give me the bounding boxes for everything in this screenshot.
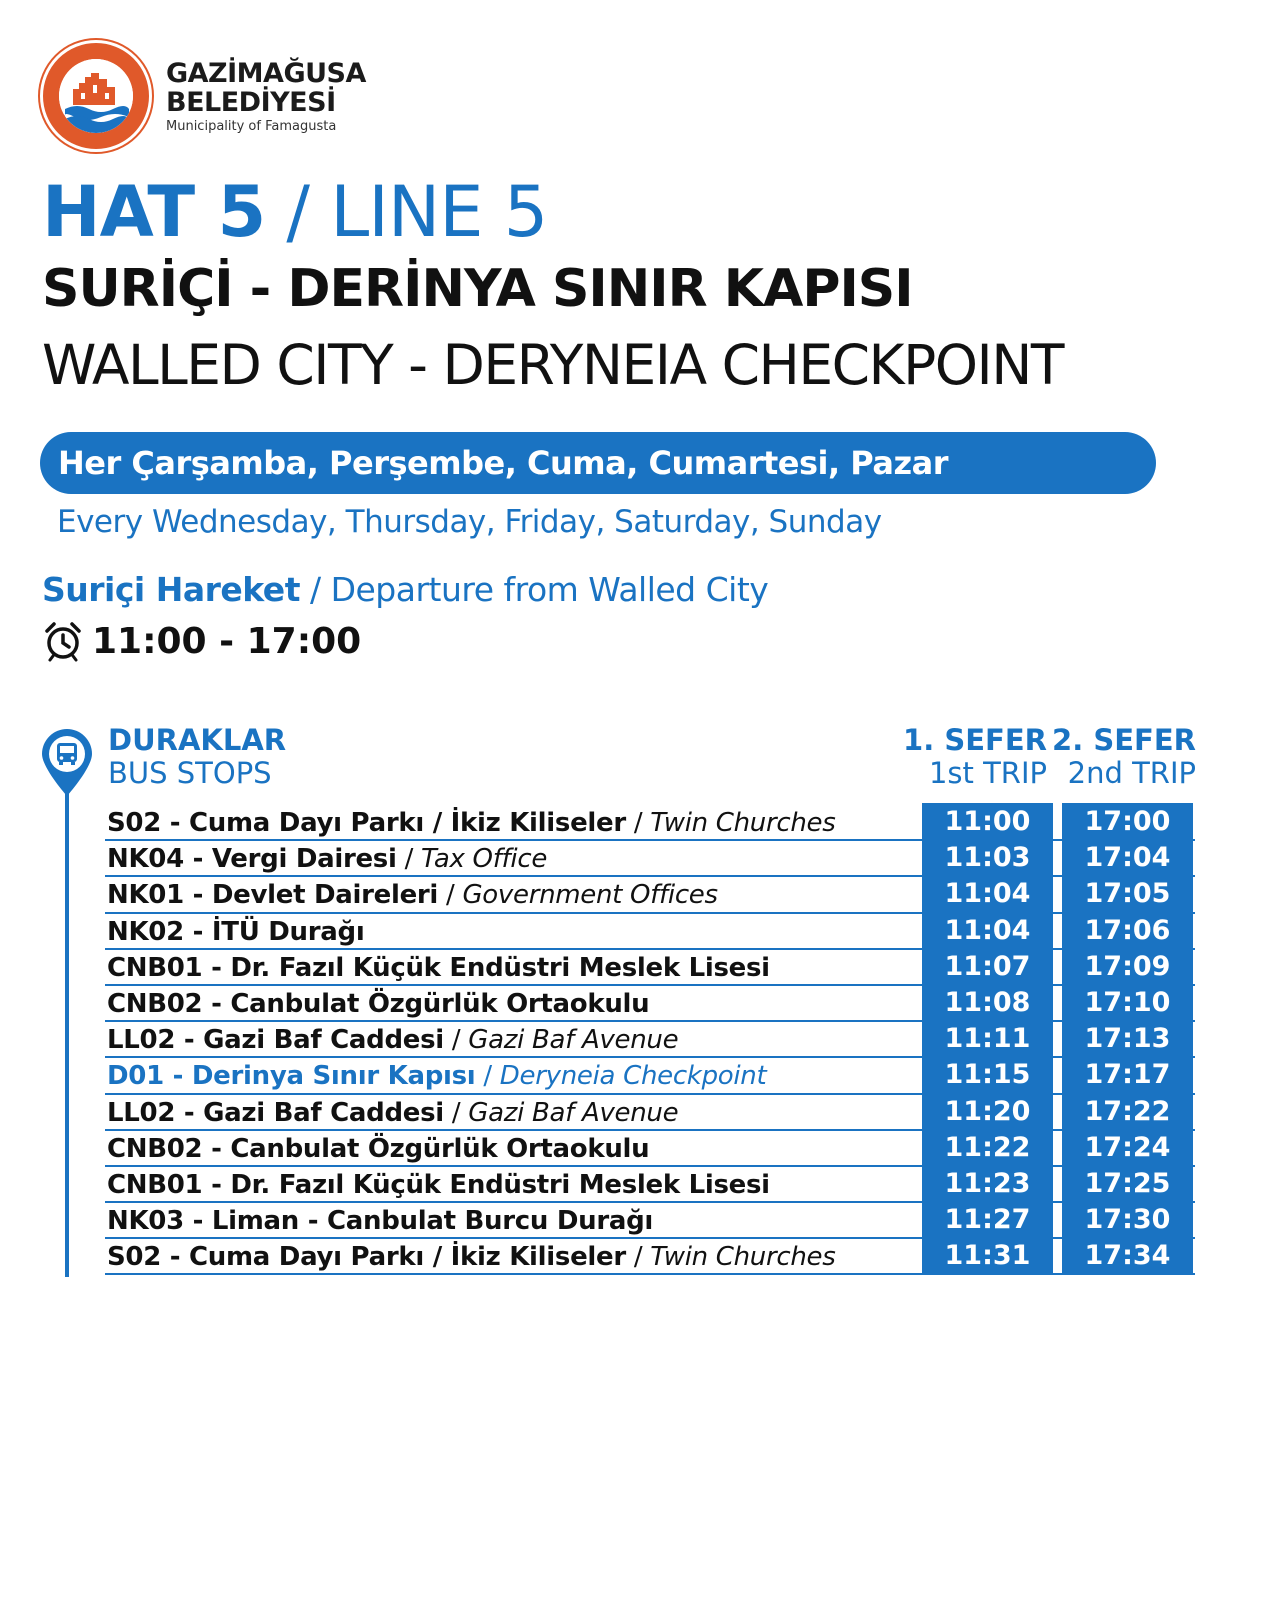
trip1-time: 11:23 [922,1165,1053,1203]
stop-name-en: Tax Office [421,844,548,875]
stop-name: NK04 - Vergi Dairesi [107,844,397,875]
trip2-time: 17:06 [1062,912,1193,950]
trip1-time: 11:04 [922,912,1053,950]
trip2-time: 17:24 [1062,1129,1193,1167]
stop-name-en: Twin Churches [650,1242,836,1273]
days-tr: Her Çarşamba, Perşembe, Cuma, Cumartesi, Pazar [58,444,948,482]
trip1-time: 11:07 [922,948,1053,986]
line-title-tr: HAT 5 [42,171,266,253]
stop-sep: / [625,1242,651,1273]
table-row [105,1167,1195,1203]
org-name-line2: BELEDİYESİ [166,86,336,118]
stop-sep: / [443,1097,469,1128]
stop-sep: / [475,1061,500,1092]
trip1-time: 11:20 [922,1093,1053,1131]
table-row [105,950,1195,986]
stop-name: CNB02 - Canbulat Özgürlük Ortaokulu [107,988,650,1019]
route-timeline [65,790,69,1277]
stop-name: LL02 - Gazi Baf Caddesi [107,1025,444,1056]
trip2-header-en: 2nd TRIP [1067,756,1196,790]
trip2-time: 17:25 [1062,1165,1193,1203]
trip1-time: 11:27 [922,1201,1053,1239]
trip2-time: 17:10 [1062,984,1193,1022]
trip2-header [1052,724,1196,790]
stop-name-en: Twin Churches [650,808,836,838]
org-name-line1: GAZİMAĞUSA [166,57,366,89]
table-row-highlighted [105,1058,1195,1094]
table-row [105,1022,1195,1058]
departure-info [42,568,768,612]
stop-name: NK01 - Devlet Daireleri [107,880,439,911]
trip1-header [903,724,1047,790]
table-row [105,914,1195,950]
table-row [105,1131,1195,1167]
municipality-logo [40,40,366,152]
stop-name: CNB02 - Canbulat Özgürlük Ortaokulu [107,1133,650,1164]
table-row [105,1203,1195,1239]
line-title-slash: / [265,171,331,253]
stop-name: S02 - Cuma Dayı Parkı / İkiz Kiliseler [107,808,626,838]
stop-name: S02 - Cuma Dayı Parkı / İkiz Kiliseler [107,1242,626,1273]
stops-header-tr: DURAKLAR [108,723,287,757]
service-hours [42,617,361,665]
stop-name: CNB01 - Dr. Fazıl Küçük Endüstri Meslek Lisesi [107,952,770,983]
days-banner [40,432,1156,494]
trip2-time: 17:22 [1062,1093,1193,1131]
stop-sep: / [625,808,651,838]
trip2-time: 17:17 [1062,1056,1193,1094]
departure-tr: Suriçi Hareket [42,570,300,609]
hours-range: 11:00 - 17:00 [92,620,362,662]
departure-sep: / [299,570,331,609]
org-subtitle: Municipality of Famagusta [166,118,337,134]
trip2-time: 17:09 [1062,948,1193,986]
stop-name-en: Deryneia Checkpoint [499,1061,767,1092]
stop-name-en: Government Offices [462,880,718,911]
stop-sep: / [443,1025,469,1056]
trip1-time: 11:08 [922,984,1053,1022]
days-en: Every Wednesday, Thursday, Friday, Saturday, Sunday [57,504,882,540]
trip2-time: 17:04 [1062,839,1193,877]
table-row [105,1239,1195,1275]
trip2-time: 17:05 [1062,875,1193,913]
stop-name-en: Gazi Baf Avenue [468,1025,679,1056]
line-title-en: LINE 5 [330,171,548,253]
stops-header-en: BUS STOPS [108,756,272,790]
trip1-time: 11:22 [922,1129,1053,1167]
bus-stop-pin-icon [38,726,96,798]
departure-en: Departure from Walled City [330,570,769,609]
trip1-time: 11:04 [922,875,1053,913]
route-title-tr: SURİÇİ - DERİNYA SINIR KAPISI [42,259,913,319]
trip2-time: 17:13 [1062,1020,1193,1058]
stops-header [108,724,286,790]
table-row [105,986,1195,1022]
trip1-time: 11:31 [922,1237,1053,1275]
trip2-time: 17:30 [1062,1201,1193,1239]
table-row [105,1095,1195,1131]
trip1-header-tr: 1. SEFER [903,723,1047,757]
stop-sep: / [438,880,463,911]
stop-name: NK02 - İTÜ Durağı [107,916,365,947]
trip1-time: 11:03 [922,839,1053,877]
stop-name: D01 - Derinya Sınır Kapısı [107,1061,476,1092]
trip1-header-en: 1st TRIP [928,756,1047,790]
municipality-seal-icon [40,40,152,152]
stop-name: CNB01 - Dr. Fazıl Küçük Endüstri Meslek Lisesi [107,1169,770,1200]
trip2-time: 17:00 [1062,803,1193,841]
table-row [105,841,1195,877]
stop-name: NK03 - Liman - Canbulat Burcu Durağı [107,1206,654,1237]
route-title-en: WALLED CITY - DERYNEIA CHECKPOINT [42,333,1064,397]
table-row [105,877,1195,913]
trip2-time: 17:34 [1062,1237,1193,1275]
trip1-time: 11:15 [922,1056,1053,1094]
stop-name-en: Gazi Baf Avenue [468,1097,679,1128]
line-title [42,172,547,252]
timetable [105,805,1195,1275]
alarm-clock-icon [42,620,84,662]
stop-sep: / [396,844,421,875]
trip1-time: 11:00 [922,803,1053,841]
trip1-time: 11:11 [922,1020,1053,1058]
trip2-header-tr: 2. SEFER [1052,723,1196,757]
stop-name: LL02 - Gazi Baf Caddesi [107,1097,444,1128]
table-row [105,805,1195,841]
